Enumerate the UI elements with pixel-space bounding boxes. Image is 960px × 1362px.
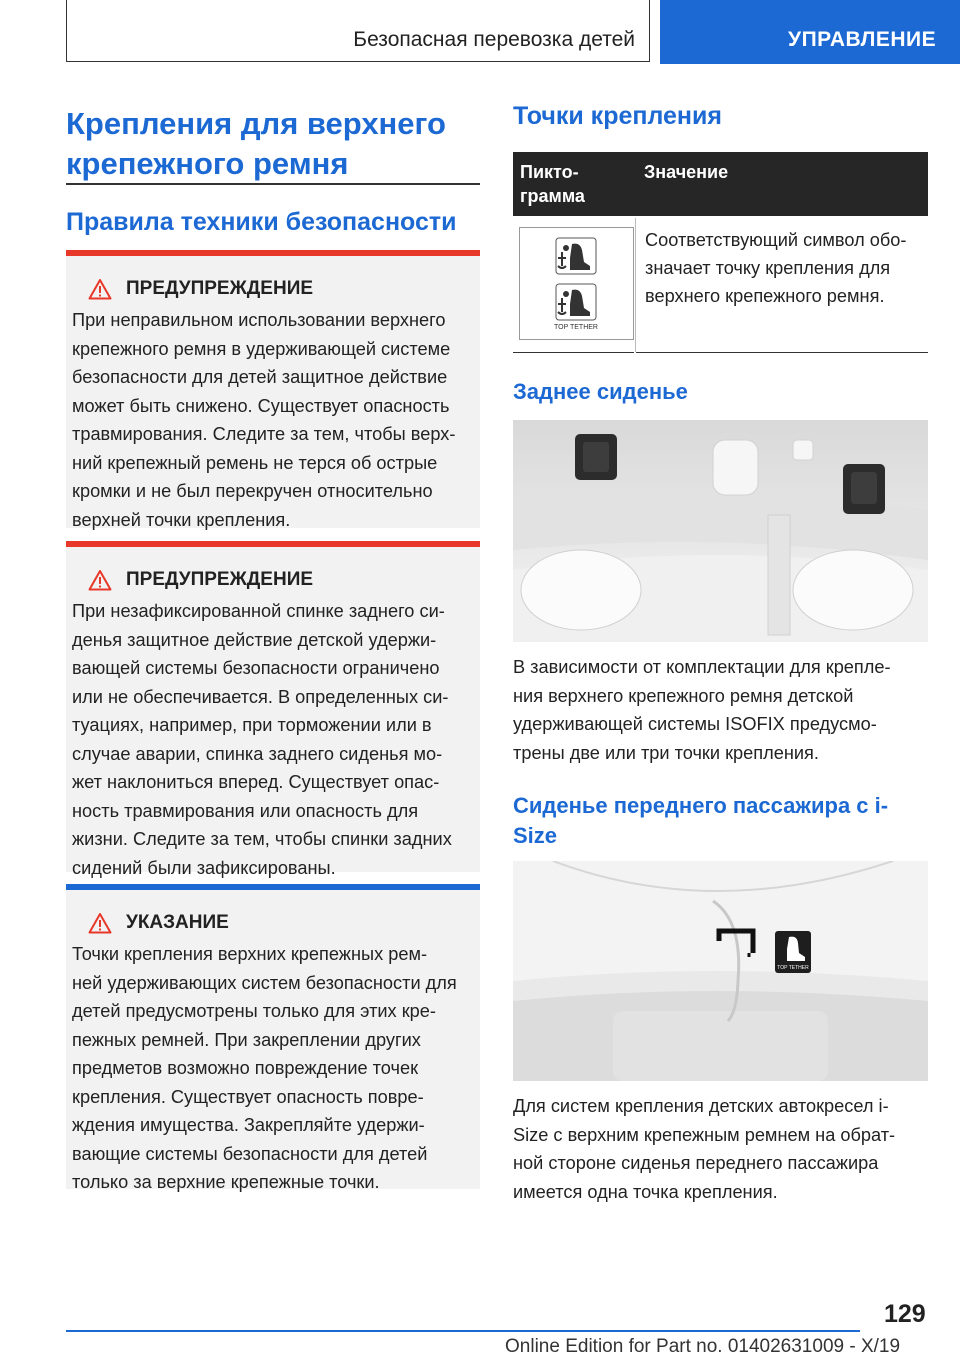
child-seat-anchor-icon [520, 228, 633, 339]
page-title: Крепления для верхнего крепежного ремня [66, 106, 446, 181]
warning-text: При незафиксированной спинке заднего си- денья защитное действие детской удержи- вающей системы безопасности ограничено или не обеспечивается. В определенных си- туациях, например, при торможении или в случае аварии, спинка заднего сиденья мо- жет наклониться вперед. Существует опас- ность травмирования или опасность для жизни. Следите за тем, чтобы спинки задних сидений были зафиксированы. [72, 601, 452, 878]
footer-divider [66, 1330, 860, 1332]
warning-heading [88, 569, 472, 591]
warning-label: ПРЕДУПРЕЖДЕНИЕ [126, 278, 314, 299]
front-seat-heading: Сиденье переднего пассажира с i- Size [513, 793, 889, 848]
column-pictogram: Пикто- грамма [520, 162, 585, 206]
anchor-points-title: Точки крепления [513, 102, 722, 130]
warning-box-1 [66, 250, 480, 528]
rear-seat-text: В зависимости от комплектации для крепле- ния верхнего крепежного ремня детской удерживающей системы ISOFIX предусмо- трены две или три точки крепления. [513, 657, 891, 763]
table-bottom-rule [513, 352, 634, 353]
header-chapter-tab [660, 0, 960, 64]
pictogram-cell [519, 227, 634, 340]
front-seat-photo [513, 861, 928, 1081]
warning-triangle-icon [88, 912, 112, 934]
notice-bar [66, 884, 480, 890]
warning-text: При неправильном использовании верхнего крепежного ремня в удерживающей системе безопасности для детей защитное действие может быть снижено. Существует опасность травмирования. Следите за тем, чтобы верх- ний крепежный ремень не терся об острые кромки и не был перекручен относительно верхней точки крепления. [72, 310, 456, 530]
meaning-cell: Соответствующий символ обо- значает точку крепления для верхнего крепежного ремня. [645, 230, 907, 306]
header-chapter-title: УПРАВЛЕНИЕ [788, 28, 937, 51]
tether-label: TOP TETHER [777, 965, 809, 971]
warning-triangle-icon [88, 278, 112, 300]
warning-box-2 [66, 541, 480, 878]
warning-label: ПРЕДУПРЕЖДЕНИЕ [126, 569, 314, 590]
header-section-box [66, 0, 650, 62]
rear-seat-heading: Заднее сиденье [513, 379, 688, 404]
table-column-divider [635, 218, 636, 352]
notice-text: Точки крепления верхних крепежных рем- ней удерживающих систем безопасности для детей предусмотрены только для этих кре- пежных ремней. При закреплении других предметов возможно повреждение точек крепления. Существует опасность повре- ждения имущества. Закрепляйте удержи- вающие системы безопасности для детей только за верхние крепежные точки. [72, 944, 457, 1192]
front-seat-text: Для систем крепления детских автокресел i- Size с верхним крепежным ремнем на обрат- ной стороне сиденья переднего пассажира имеется одна точка крепления. [513, 1096, 896, 1202]
title-divider [66, 183, 480, 185]
warning-triangle-icon [88, 569, 112, 591]
pictogram-caption: TOP TETHER [554, 324, 598, 331]
table-header [513, 152, 928, 216]
warning-bar [66, 250, 480, 256]
warning-heading [88, 278, 472, 300]
page-number: 129 [884, 1300, 926, 1328]
rear-seat-photo [513, 420, 928, 642]
notice-heading [88, 912, 472, 934]
header-section-title: Безопасная перевозка детей [353, 28, 635, 51]
warning-bar [66, 541, 480, 547]
rear-seat-illustration [513, 420, 928, 642]
footer-edition: Online Edition for Part no. 01402631009 - X/19 [505, 1336, 901, 1357]
column-meaning: Значение [644, 162, 729, 182]
table-bottom-rule [636, 352, 928, 353]
front-seat-illustration [513, 861, 928, 1081]
notice-box [66, 884, 480, 1192]
notice-label: УКАЗАНИЕ [126, 912, 229, 933]
section-subtitle: Правила техники безопасности [66, 208, 457, 236]
